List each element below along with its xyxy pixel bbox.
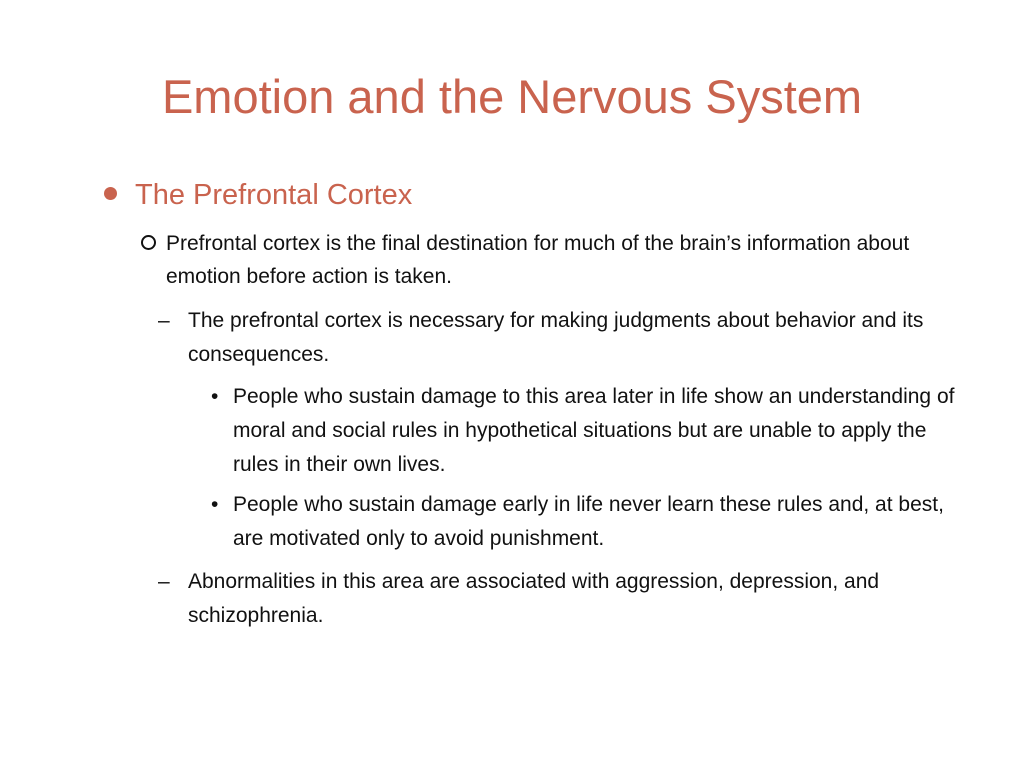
hollow-circle-bullet-icon — [141, 235, 156, 250]
dash-bullet-icon: – — [158, 570, 170, 593]
list-item-text: The Prefrontal Cortex — [135, 179, 413, 211]
slide-title: Emotion and the Nervous System — [161, 70, 863, 123]
list-item-text: Prefrontal cortex is the final destination for much of the brain’s information about emotion before action is taken. — [166, 232, 910, 288]
dot-bullet-icon: • — [211, 385, 219, 408]
list-item-text: The prefrontal cortex is necessary for making judgments about behavior and its consequences. — [188, 309, 924, 366]
list-item-text: People who sustain damage early in life never learn these rules and, at best, are motivated only to avoid punishment. — [233, 493, 944, 550]
list-item-text: People who sustain damage to this area later in life show an understanding of moral and social rules in hypothetical situations but are unable to apply the rules in their own lives. — [233, 385, 955, 476]
filled-circle-bullet-icon — [104, 187, 117, 200]
dash-bullet-icon: – — [158, 309, 170, 332]
list-item-text: Abnormalities in this area are associated with aggression, depression, and schizophrenia. — [188, 570, 880, 627]
dot-bullet-icon: • — [211, 493, 219, 516]
